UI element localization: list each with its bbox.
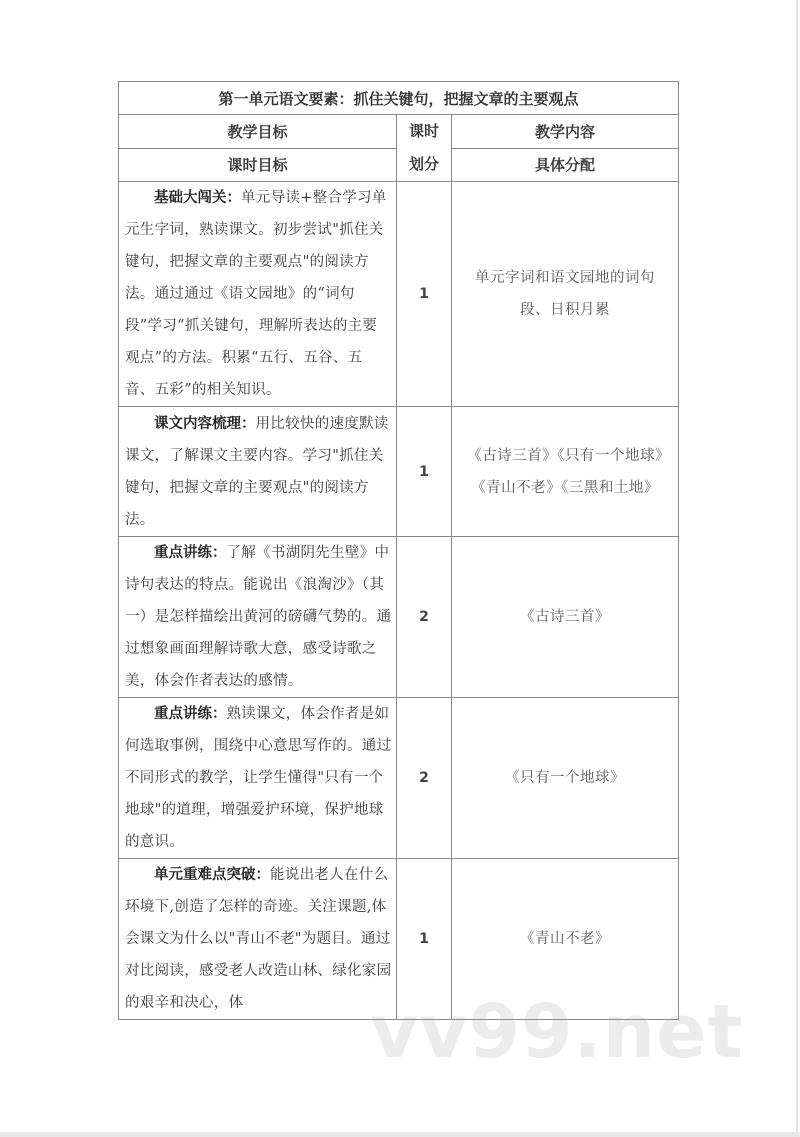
goal-lead: 单元重难点突破： — [154, 867, 270, 883]
lesson-goal-cell — [119, 859, 397, 1020]
table-row — [119, 407, 679, 537]
content-cell: 《古诗三首》 — [452, 537, 679, 698]
header-teaching-goal: 教学目标 — [119, 115, 397, 149]
lesson-plan-table — [118, 81, 679, 1020]
content-cell: 《古诗三首》《只有一个地球》《青山不老》《三黑和土地》 — [452, 407, 679, 537]
content-cell: 单元字词和语文园地的词句段、日积月累 — [452, 182, 679, 407]
hours-cell: 1 — [397, 859, 452, 1020]
table-row — [119, 698, 679, 859]
content-cell: 《青山不老》 — [452, 859, 679, 1020]
header-teaching-content: 教学内容 — [452, 115, 679, 149]
content-cell: 《只有一个地球》 — [452, 698, 679, 859]
header-row-1 — [119, 115, 679, 149]
goal-lead: 重点讲练： — [154, 706, 227, 722]
goal-lead: 重点讲练： — [154, 545, 227, 561]
table-row — [119, 859, 679, 1020]
goal-lead: 课文内容梳理： — [154, 415, 256, 432]
goal-text: 能说出老人在什么环境下,创造了怎样的奇迹。关注课题,体会课文为什么以"青山不老"为题目。通过对比阅读，感受老人改造山林、绿化家园的艰辛和决心，体 — [125, 867, 392, 1011]
goal-text: 单元导读+整合学习单元生字词，熟读课文。初步尝试"抓住关键句，把握文章的主要观点"的阅读方法。通过通过《语文园地》的“词句段”学习“抓关键句，理解所表达的主要观点”的方法。积累“五行、五谷、五音、五彩”的相关知识。 — [125, 190, 387, 398]
goal-text: 熟读课文，体会作者是如何选取事例，围绕中心意思写作的。通过不同形式的教学，让学生懂得"只有一个地球"的道理，增强爱护环境，保护地球的意识。 — [125, 706, 392, 850]
hours-cell: 1 — [397, 182, 452, 407]
header-hours-line1: 课时 — [408, 122, 439, 140]
page-edge-right — [796, 0, 798, 1137]
lesson-goal-cell — [119, 698, 397, 859]
header-hours-line2: 划分 — [408, 155, 439, 173]
lesson-goal-cell — [119, 537, 397, 698]
watermark: vv99.net — [370, 989, 744, 1075]
title-row — [119, 82, 679, 115]
hours-cell: 1 — [397, 407, 452, 537]
goal-lead: 基础大闯关： — [154, 190, 241, 206]
lesson-goal-cell — [119, 407, 397, 537]
table-title: 第一单元语文要素：抓住关键句，把握文章的主要观点 — [119, 82, 679, 115]
header-hours — [397, 115, 452, 182]
goal-text: 用比较快的速度默读课文，了解课文主要内容。学习"抓住关键句，把握文章的主要观点"的阅读方法。 — [125, 415, 389, 528]
table-row — [119, 182, 679, 407]
hours-cell: 2 — [397, 698, 452, 859]
hours-cell: 2 — [397, 537, 452, 698]
header-lesson-goal: 课时目标 — [119, 148, 397, 182]
table-row — [119, 537, 679, 698]
lesson-goal-cell — [119, 182, 397, 407]
page-edge-bottom — [0, 1132, 800, 1137]
goal-text: 了解《书湖阴先生壁》中诗句表达的特点。能说出《浪淘沙》（其一）是怎样描绘出黄河的磅礴气势的。通过想象画面理解诗歌大意，感受诗歌之美，体会作者表达的感情。 — [125, 545, 392, 689]
header-allocation: 具体分配 — [452, 148, 679, 182]
